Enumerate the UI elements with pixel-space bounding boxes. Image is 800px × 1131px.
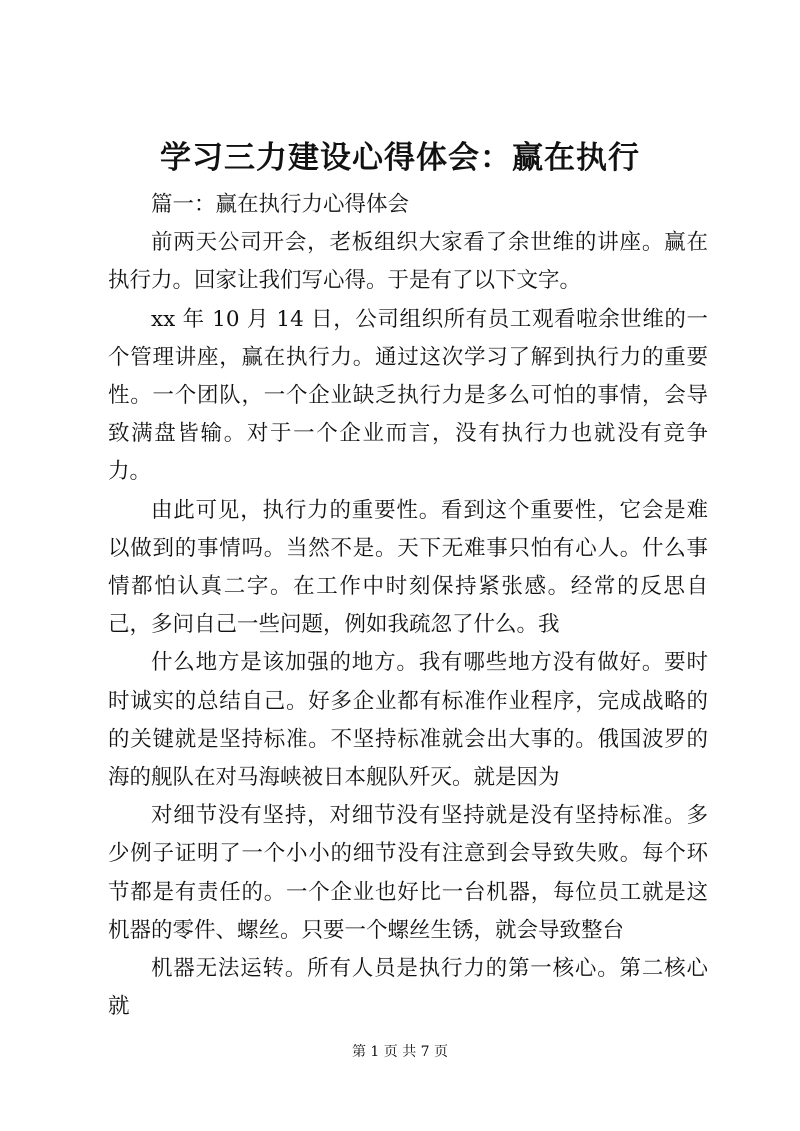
paragraph: 由此可见，执行力的重要性。看到这个重要性，它会是难以做到的事情吗。当然不是。天下无难事只怕有心人。什么事情都怕认真二字。在工作中时刻保持紧张感。经常的反思自己，多问自己一些问题，例如我疏忽了什么。我 bbox=[108, 497, 708, 638]
paragraph: 前两天公司开会，老板组织大家看了余世维的讲座。赢在执行力。回家让我们写心得。于是有了以下文字。 bbox=[108, 230, 708, 294]
page-number-footer: 第 1 页 共 7 页 bbox=[351, 1044, 449, 1060]
paragraph: 对细节没有坚持，对细节没有坚持就是没有坚持标准。多少例子证明了一个小小的细节没有注意到会导致失败。每个环节都是有责任的。一个企业也好比一台机器，每位员工就是这机器的零件、螺丝。只要一个螺丝生锈，就会导致整台 bbox=[108, 803, 708, 943]
section-heading: 篇一：赢在执行力心得体会 bbox=[151, 192, 410, 217]
document-title: 学习三力建设心得体会：赢在执行 bbox=[160, 140, 640, 176]
paragraph: 机器无法运转。所有人员是执行力的第一核心。第二核心就 bbox=[108, 956, 708, 1020]
paragraph: xx 年 10 月 14 日，公司组织所有员工观看啦余世维的一个管理讲座，赢在执行力。通过这次学习了解到执行力的重要性。一个团队，一个企业缺乏执行力是多么可怕的事情，会导致满盘皆输。对于一个企业而言，没有执行力也就没有竞争力。 bbox=[108, 306, 708, 485]
document-body bbox=[108, 186, 708, 1026]
paragraph: 什么地方是该加强的地方。我有哪些地方没有做好。要时时诚实的总结自己。好多企业都有标准作业程序，完成战略的的关键就是坚持标准。不坚持标准就会出大事的。俄国波罗的海的舰队在对马海峡被日本舰队歼灭。就是因为 bbox=[108, 650, 708, 791]
